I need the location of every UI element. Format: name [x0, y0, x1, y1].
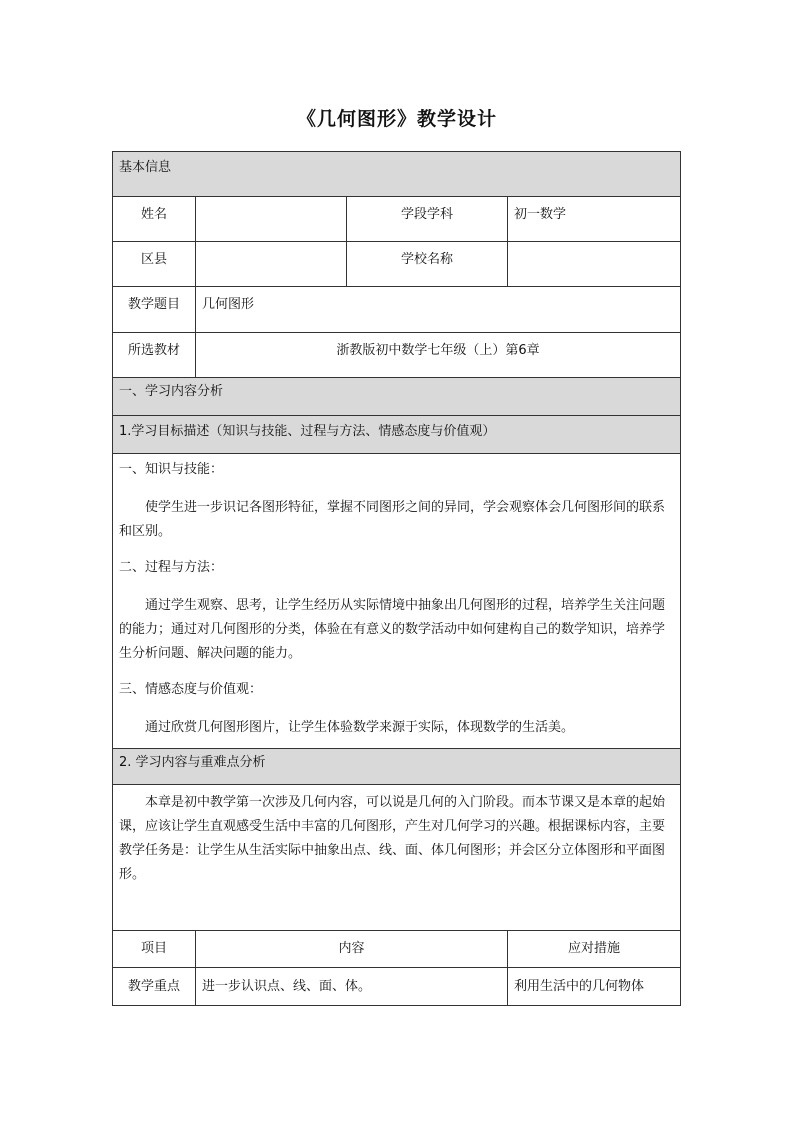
focus-row-item: 教学重点	[113, 968, 196, 1006]
page-title: 《几何图形》教学设计	[296, 108, 497, 130]
focus-row-content: 进一步认识点、线、面、体。	[196, 968, 508, 1006]
col-header-content: 内容	[196, 931, 508, 968]
knowledge-text: 使学生进一步识记各图形特征，掌握不同图形之间的异同，学会观察体会几何图形间的联系和区别。	[119, 500, 666, 539]
basic-info-header: 基本信息	[113, 152, 681, 197]
district-label: 区县	[113, 242, 196, 287]
learning-goals-header: 1.学习目标描述（知识与技能、过程与方法、情感态度与价值观）	[113, 416, 681, 454]
topic-label: 教学题目	[113, 287, 196, 333]
process-text: 通过学生观察、思考，让学生经历从实际情境中抽象出几何图形的过程，培养学生关注问题的能力；通过对几何图形的分类，体验在有意义的数学活动中如何建构自己的数学知识，培养学生分析问题、解决问题的能力。	[119, 598, 666, 661]
district-value	[196, 242, 347, 287]
textbook-value: 浙教版初中数学七年级（上）第6章	[196, 333, 681, 378]
section1-header: 一、学习内容分析	[113, 378, 681, 416]
analysis-text: 本章是初中教学第一次涉及几何内容，可以说是几何的入门阶段。而本节课又是本章的起始课，应该让学生直观感受生活中丰富的几何图形，产生对几何学习的兴趣。根据课标内容，主要教学任务是：让学生从生活实际中抽象出点、线、面、体几何图形；并会区分立体图形和平面图形。	[119, 795, 666, 882]
process-title: 二、过程与方法：	[119, 560, 224, 575]
content-analysis-body	[113, 785, 681, 931]
content-analysis-header: 2. 学习内容与重难点分析	[113, 749, 681, 785]
school-value	[508, 242, 681, 287]
col-header-item: 项目	[113, 931, 196, 968]
topic-value: 几何图形	[196, 287, 681, 333]
col-header-measure: 应对措施	[508, 931, 681, 968]
emotion-title: 三、情感态度与价值观：	[119, 682, 263, 697]
emotion-text: 通过欣赏几何图形图片，让学生体验数学来源于实际，体现数学的生活美。	[145, 720, 575, 735]
knowledge-title: 一、知识与技能：	[119, 462, 224, 477]
name-value	[196, 197, 347, 242]
stage-label: 学段学科	[347, 197, 508, 242]
school-label: 学校名称	[347, 242, 508, 287]
focus-row-measure: 利用生活中的几何物体	[508, 968, 681, 1006]
name-label: 姓名	[113, 197, 196, 242]
learning-goals-body	[113, 454, 681, 749]
stage-value: 初一数学	[508, 197, 681, 242]
textbook-label: 所选教材	[113, 333, 196, 378]
lesson-plan-table	[112, 151, 681, 1006]
